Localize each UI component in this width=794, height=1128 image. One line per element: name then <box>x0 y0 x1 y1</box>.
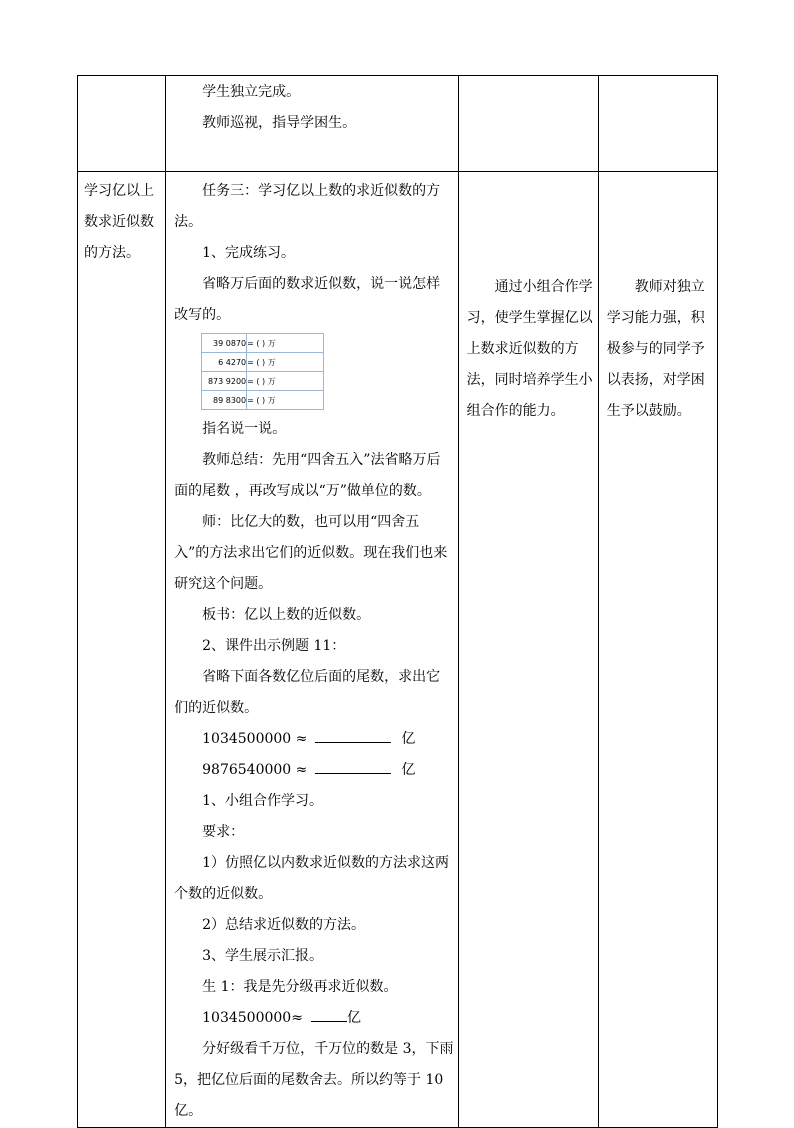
answer-blank <box>315 759 391 774</box>
requirement: 要求： <box>202 824 245 840</box>
answer-blank <box>315 728 391 743</box>
student-expr-number: 1034500000≈ <box>202 1010 303 1026</box>
student-1-expr <box>174 1003 453 1034</box>
evaluation-cell-empty <box>598 76 717 172</box>
task-title: 任务三：学习亿以上数的求近似数的方法。 <box>174 183 441 230</box>
example-number: 9876540000 ≈ <box>202 762 308 778</box>
point-say: 指名说一说。 <box>202 421 287 437</box>
step-1: 1、完成练习。 <box>202 245 296 261</box>
student-1: 生 1：我是先分级再求近似数。 <box>202 979 398 995</box>
exercise-expr: = ( ) 万 <box>247 391 324 410</box>
lesson-plan-table <box>77 75 718 1128</box>
section-label: 学习亿以上数求近似数的方法。 <box>84 183 154 261</box>
requirement-1: 1）仿照亿以内数求近似数的方法求这两个数的近似数。 <box>174 855 450 902</box>
intent-cell <box>458 172 598 1128</box>
table-row <box>202 353 324 372</box>
example-2 <box>174 755 453 786</box>
table-row <box>78 76 718 172</box>
step-group: 1、小组合作学习。 <box>202 793 324 809</box>
label-cell-empty <box>78 76 166 172</box>
student-expr-unit: 亿 <box>346 1010 361 1026</box>
answer-blank <box>311 1007 347 1022</box>
example-unit: 亿 <box>401 731 416 747</box>
intent-cell-empty <box>458 76 598 172</box>
table-row <box>78 172 718 1128</box>
lesson-plan-page <box>77 75 718 1119</box>
content-cell <box>166 172 458 1128</box>
example-unit: 亿 <box>401 762 416 778</box>
board-note: 板书：亿以上数的近似数。 <box>202 607 371 623</box>
exercise-number: 6 4270 <box>202 353 247 372</box>
exercise-number: 39 0870 <box>202 334 247 353</box>
design-intent-text: 通过小组合作学习，使学生掌握亿以上数求近似数的方法，同时培养学生小组合作的能力。 <box>466 279 593 419</box>
evaluation <box>599 172 717 427</box>
table-row <box>202 391 324 410</box>
content-cell <box>166 76 458 172</box>
teacher-summary: 教师总结：先用“四舍五入”法省略万后面的尾数 ，再改写成以“万”做单位的数。 <box>174 452 441 499</box>
exercise-number: 873 9200 <box>202 372 247 391</box>
example-1 <box>174 724 453 755</box>
table-row <box>202 334 324 353</box>
exercise-expr: = ( ) 万 <box>247 334 324 353</box>
table-row <box>202 372 324 391</box>
exercise-number: 89 8300 <box>202 391 247 410</box>
explanation: 分好级看千万位，千万位的数是 3，下雨 5，把亿位后面的尾数舍去。所以约等于 10 亿。 <box>174 1041 454 1119</box>
exercise-expr: = ( ) 万 <box>247 353 324 372</box>
evaluation-text: 教师对独立学习能力强，积极参与的同学予以表扬，对学困生予以鼓励。 <box>606 279 705 419</box>
example-number: 1034500000 ≈ <box>202 731 308 747</box>
teacher-say: 师：比亿大的数，也可以用“四舍五入”的方法求出它们的近似数。现在我们也来研究这个问题。 <box>174 514 448 592</box>
step-3: 3、学生展示汇报。 <box>202 948 324 964</box>
example-instruction: 省略下面各数亿位后面的尾数，求出它们的近似数。 <box>174 669 441 716</box>
evaluation-cell <box>598 172 717 1128</box>
requirement-2: 2）总结求近似数的方法。 <box>202 917 366 933</box>
text-line: 学生独立完成。 <box>202 84 301 100</box>
step-2: 2、课件出示例题 11： <box>202 638 346 654</box>
exercise-table <box>201 333 324 410</box>
exercise-expr: = ( ) 万 <box>247 372 324 391</box>
instruction: 省略万后面的数求近似数，说一说怎样改写的。 <box>174 276 441 323</box>
label-cell <box>78 172 166 1128</box>
text-line: 教师巡视，指导学困生。 <box>202 115 357 131</box>
design-intent <box>459 172 598 427</box>
